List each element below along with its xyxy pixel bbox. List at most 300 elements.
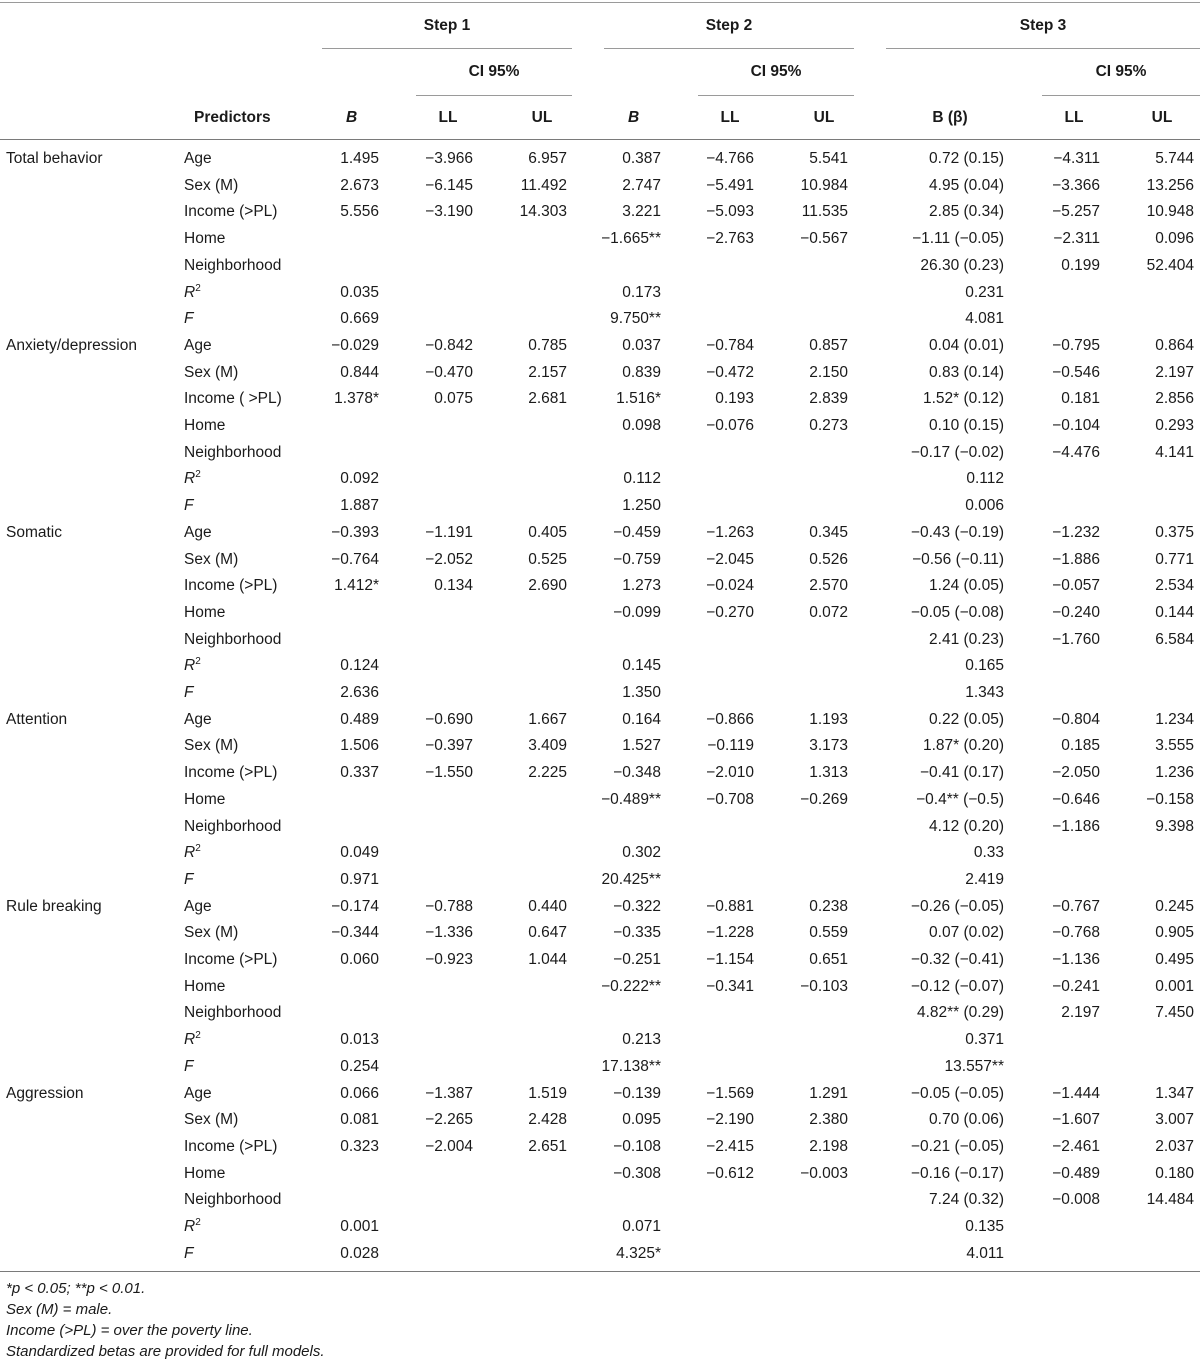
step3-ci-underline [1042,95,1200,96]
s2-ul-cell: 0.072 [809,603,848,621]
s2-ul-cell: −0.003 [800,1164,848,1182]
s1-b-cell: 2.636 [340,684,379,701]
s1-b-cell: 0.669 [340,310,379,328]
s2-b-cell: 0.098 [622,417,661,434]
step1-ci-underline [416,95,572,96]
s3-ll-cell: 0.199 [1061,256,1100,274]
s3-ul-cell: 7.450 [1155,1004,1194,1022]
s2-ul-cell: 0.273 [809,417,848,434]
s3-b-cell: 0.371 [965,1031,1004,1049]
s2-b-cell: 0.302 [622,844,661,862]
s2-ll-cell: −5.491 [706,176,754,194]
s3-ll-cell: −1.232 [1052,523,1100,541]
s1-ul-cell: 1.519 [528,1084,567,1102]
footnote-sex: Sex (M) = male. [6,1301,113,1318]
s3-b-cell: −0.56 (−0.11) [912,550,1004,568]
s3-ll-cell: −2.311 [1053,230,1100,248]
step3-ll-header: LL [1064,109,1084,126]
s3-ll-cell: −2.050 [1052,764,1100,782]
s3-b-cell: 4.12 (0.20) [929,817,1004,835]
s2-b-cell: 0.173 [622,283,661,301]
s2-ul-cell: 2.198 [809,1137,848,1155]
s2-ll-cell: −1.263 [706,523,754,541]
s2-b-cell: 1.273 [622,577,661,595]
s1-ll-cell: −0.397 [425,737,473,755]
s3-b-cell: −0.26 (−0.05) [910,897,1004,915]
s3-ul-cell: 0.375 [1155,523,1194,541]
s3-ll-cell: −0.241 [1052,977,1100,995]
s3-ul-cell: 52.404 [1146,256,1194,274]
step1-ul-header: UL [531,109,553,126]
s2-ll-cell: −2.045 [706,550,754,568]
s3-ul-cell: 0.495 [1155,951,1194,968]
s2-ll-cell: −0.472 [706,363,754,381]
s1-ul-cell: 2.157 [528,363,567,381]
s2-ll-cell: −0.341 [706,977,754,995]
s1-b-cell: 0.844 [340,363,379,381]
s3-ll-cell: −0.795 [1052,336,1100,354]
s1-b-cell: 0.323 [340,1137,379,1155]
s2-ul-cell: 5.541 [809,150,848,167]
s3-b-cell: −0.05 (−0.05) [910,1084,1004,1102]
group-label: Anxiety/depression [6,336,137,354]
s3-b-cell: 0.70 (0.06) [929,1111,1004,1129]
s2-ll-cell: −4.766 [706,150,754,167]
s3-ul-cell: 0.905 [1155,924,1194,942]
s3-b-cell: −0.21 (−0.05) [910,1137,1004,1155]
footnote-standardized: Standardized betas are provided for full models. [6,1343,325,1360]
s2-ll-cell: −2.763 [706,230,754,248]
predictor-label: Neighborhood [184,256,282,274]
s3-b-cell: −0.17 (−0.02) [910,443,1004,461]
step2-header: Step 2 [705,17,753,34]
s2-ul-cell: 3.173 [809,737,848,755]
s1-ll-cell: −1.336 [425,924,473,942]
s3-ul-cell: 0.864 [1155,336,1194,354]
s2-b-cell: −0.099 [613,603,661,621]
s3-ul-cell: 5.744 [1155,150,1194,167]
predictor-label: $R^2$ [184,656,201,675]
s3-b-cell: 0.135 [965,1218,1004,1235]
s3-ul-cell: 3.007 [1155,1111,1194,1129]
s2-b-cell: −0.322 [613,897,661,915]
s1-ll-cell: −0.923 [425,951,473,968]
s2-b-cell: −0.489** [601,790,661,808]
s3-b-cell: 0.231 [965,283,1004,301]
step2-ci-underline [698,95,854,96]
s2-b-cell: 0.095 [622,1111,661,1129]
s1-ll-cell: −0.788 [425,897,473,915]
predictor-label: $R^2$ [184,1217,201,1235]
predictor-label: Income (>PL) [184,203,278,221]
s3-ll-cell: −0.489 [1052,1164,1100,1182]
s1-ll-cell: −3.190 [425,203,473,221]
s3-b-cell: −0.12 (−0.07) [910,977,1004,995]
predictor-label: Income (>PL) [184,1137,278,1155]
s3-ll-cell: −1.886 [1052,550,1100,568]
s1-ul-cell: 2.428 [528,1111,567,1129]
s2-b-cell: −0.348 [613,764,661,782]
s1-b-cell: 0.001 [340,1218,379,1235]
predictor-label: $R^2$ [184,469,201,488]
s3-ll-cell: −0.104 [1052,417,1100,434]
s3-ll-cell: −0.768 [1052,924,1100,942]
group-label: Aggression [6,1084,84,1102]
s3-ul-cell: 1.347 [1155,1084,1194,1102]
step1-ci-header: CI 95% [468,63,520,80]
s2-ul-cell: 1.193 [809,710,848,728]
s1-ul-cell: 11.492 [520,176,567,194]
predictor-label: Sex (M) [184,1111,239,1129]
s3-b-cell: 0.72 (0.15) [929,150,1004,167]
s3-b-cell: 2.41 (0.23) [929,630,1004,648]
s3-b-cell: 0.33 [973,844,1004,862]
s3-b-cell: 0.165 [965,657,1004,675]
s2-b-cell: −1.665** [601,230,661,248]
s2-b-cell: −0.108 [613,1137,661,1155]
s1-ul-cell: 2.225 [528,764,567,782]
predictor-label: Income (>PL) [184,577,278,595]
s2-ll-cell: −0.708 [706,790,754,808]
s2-b-cell: 1.250 [622,497,661,515]
table-footnotes [6,1278,325,1362]
s2-b-cell: 9.750** [610,310,661,328]
predictors-header: Predictors [194,109,271,126]
s1-ul-cell: 1.044 [528,951,567,968]
s2-ul-cell: 0.651 [809,951,848,968]
s3-b-cell: −0.16 (−0.17) [910,1164,1004,1182]
s2-b-cell: 20.425** [601,870,661,888]
s2-b-cell: 0.164 [622,710,661,728]
s3-ll-cell: −0.008 [1052,1191,1100,1209]
s2-ll-cell: −0.119 [707,737,754,755]
s1-ll-cell: 0.075 [434,390,473,408]
predictor-label: Age [184,523,212,541]
s3-ul-cell: 9.398 [1155,817,1194,835]
s2-b-cell: −0.251 [613,951,661,968]
s3-ul-cell: 0.245 [1155,897,1194,915]
s3-ul-cell: 0.293 [1155,417,1194,434]
s2-ul-cell: 1.291 [809,1084,848,1102]
s3-b-cell: −0.41 (0.17) [919,764,1004,782]
s1-ul-cell: 3.409 [528,737,567,755]
s1-ll-cell: −1.387 [425,1084,473,1102]
step2-ul-header: UL [813,109,835,126]
predictor-label: Income ( >PL) [184,390,282,408]
s1-b-cell: 0.489 [340,710,379,728]
s2-ul-cell: 0.526 [809,550,848,568]
s1-b-cell: 0.081 [340,1111,379,1129]
s3-b-cell: 7.24 (0.32) [929,1191,1004,1209]
s3-ul-cell: 1.234 [1155,710,1194,728]
s3-b-cell: 1.343 [965,684,1004,701]
s2-ll-cell: −0.866 [706,710,754,728]
s2-ll-cell: −1.228 [706,924,754,942]
s1-b-cell: 1.506 [340,737,379,755]
s2-ll-cell: −5.093 [706,203,754,221]
s1-b-cell: 0.092 [340,470,379,488]
s1-b-cell: 0.066 [340,1084,379,1102]
s2-b-cell: 0.037 [622,336,661,354]
predictor-label: Sex (M) [184,924,239,942]
s1-ll-cell: 0.134 [434,577,473,595]
s3-ll-cell: −0.646 [1052,790,1100,808]
s3-b-cell: 1.24 (0.05) [929,577,1004,595]
s1-b-cell: 1.495 [340,150,379,167]
predictor-label: Home [184,417,226,434]
s2-b-cell: 3.221 [622,203,661,221]
s2-b-cell: 1.350 [622,684,661,701]
s1-ul-cell: 2.690 [528,577,567,595]
s2-ll-cell: −0.612 [706,1164,754,1182]
s2-ul-cell: −0.103 [800,977,848,995]
step3-b-beta-header: B (β) [932,109,968,126]
s2-b-cell: 0.839 [622,363,661,381]
step3-underline [886,48,1200,49]
s1-ll-cell: −2.052 [425,550,473,568]
s3-b-cell: −1.11 (−0.05) [912,230,1004,248]
s3-b-cell: 0.07 (0.02) [929,924,1004,942]
s1-b-cell: 1.887 [340,497,379,515]
s3-ll-cell: −4.311 [1053,150,1100,167]
step3-ul-header: UL [1151,109,1173,126]
predictor-label: Neighborhood [184,1004,282,1022]
s1-b-cell: −0.174 [331,897,379,915]
predictor-label: $R^2$ [184,843,201,862]
predictor-label: $R^2$ [184,282,201,301]
predictor-label: Sex (M) [184,550,239,568]
s2-ul-cell: 11.535 [801,203,848,221]
s3-ll-cell: −0.767 [1052,897,1100,915]
s3-b-cell: 1.87* (0.20) [923,737,1004,755]
predictor-label: Age [184,897,212,915]
s2-b-cell: 2.747 [622,176,661,194]
s3-ul-cell: 0.771 [1155,550,1194,568]
s3-b-cell: 2.85 (0.34) [929,203,1004,221]
s2-ul-cell: 0.857 [809,336,848,354]
s2-ul-cell: −0.269 [800,790,848,808]
s2-b-cell: 0.387 [622,150,661,167]
group-label: Rule breaking [6,897,102,915]
s1-b-cell: −0.344 [331,924,379,942]
s2-ll-cell: −2.190 [706,1111,754,1129]
step2-underline [604,48,854,49]
s1-ul-cell: 0.785 [528,336,567,354]
s3-ul-cell: 2.534 [1155,577,1194,595]
s3-ul-cell: 13.256 [1146,176,1194,194]
s2-b-cell: 0.071 [622,1218,661,1235]
s3-b-cell: 0.22 (0.05) [929,710,1004,728]
s1-ll-cell: −2.265 [425,1111,473,1129]
s3-ul-cell: 1.236 [1155,764,1194,782]
s2-b-cell: −0.222** [601,977,661,995]
predictor-label: Age [184,150,212,167]
s3-ul-cell: 10.948 [1146,203,1194,221]
header-bottom-rule [0,139,1200,140]
s2-ul-cell: 0.238 [809,897,848,915]
s1-b-cell: −0.764 [331,550,379,568]
s3-ll-cell: −2.461 [1052,1137,1100,1155]
s2-ll-cell: −2.010 [706,764,754,782]
group-label: Somatic [6,523,62,541]
predictor-label: Age [184,1084,212,1102]
s2-ul-cell: 0.345 [809,523,848,541]
predictor-label: $R^2$ [184,1030,201,1049]
group-label: Total behavior [6,150,103,167]
step2-ll-header: LL [720,109,740,126]
s2-b-cell: −0.335 [613,924,661,942]
s2-b-cell: 1.516* [616,390,661,408]
s2-ll-cell: 0.193 [715,390,754,408]
predictor-label: F [184,870,194,888]
s3-ll-cell: −3.366 [1052,176,1100,194]
s3-ul-cell: 6.584 [1155,630,1194,648]
s2-ul-cell: 2.570 [809,577,848,595]
s1-ul-cell: 0.440 [528,897,567,915]
s3-ul-cell: 4.141 [1155,443,1194,461]
step1-b-header: B [346,109,358,126]
predictor-label: Sex (M) [184,737,239,755]
s2-ul-cell: 0.559 [809,924,848,942]
s3-b-cell: 4.081 [965,310,1004,328]
s1-b-cell: 0.028 [340,1244,379,1262]
s2-b-cell: 0.112 [623,470,661,488]
s1-b-cell: 0.049 [340,844,379,862]
s1-ul-cell: 0.647 [528,924,567,942]
s1-b-cell: 1.412* [334,577,379,595]
s1-ll-cell: −0.690 [425,710,473,728]
step1-header: Step 1 [423,17,471,34]
s3-b-cell: 1.52* (0.12) [923,390,1004,408]
s2-b-cell: 1.527 [622,737,661,755]
s3-ul-cell: 0.096 [1155,230,1194,248]
predictor-label: Neighborhood [184,630,282,648]
step3-header: Step 3 [1019,17,1067,34]
s2-ul-cell: 2.150 [809,363,848,381]
step2-ci-header: CI 95% [750,63,802,80]
s3-ll-cell: 2.197 [1061,1004,1100,1022]
s3-b-cell: 26.30 (0.23) [920,256,1004,274]
predictor-label: Home [184,1164,226,1182]
s1-ll-cell: −0.470 [425,363,473,381]
s3-b-cell: 0.10 (0.15) [929,417,1004,434]
s3-b-cell: 4.82** (0.29) [916,1004,1004,1022]
s2-ll-cell: −2.415 [706,1137,754,1155]
s3-ll-cell: −0.240 [1052,603,1100,621]
s3-ul-cell: 2.197 [1155,363,1194,381]
s2-ul-cell: 2.380 [809,1111,848,1129]
s3-b-cell: 4.95 (0.04) [929,176,1004,194]
s1-ul-cell: 0.525 [528,550,567,568]
s1-b-cell: 2.673 [340,176,379,194]
predictor-label: Age [184,336,212,354]
s3-b-cell: −0.32 (−0.41) [910,951,1004,968]
s2-b-cell: 17.138** [601,1057,661,1075]
predictor-label: F [184,1244,194,1262]
s1-ll-cell: −3.966 [425,150,473,167]
s3-ul-cell: 0.144 [1155,603,1194,621]
s3-b-cell: 0.04 (0.01) [929,336,1004,354]
step2-b-header: B [628,109,640,126]
s2-ll-cell: −0.076 [706,417,754,434]
s2-b-cell: 0.145 [622,657,661,675]
s3-b-cell: −0.05 (−0.08) [910,603,1004,621]
s1-b-cell: −0.393 [331,523,379,541]
s2-ll-cell: −1.154 [706,951,754,968]
predictor-label: F [184,310,194,328]
s1-b-cell: 5.556 [340,203,379,221]
s3-b-cell: 0.006 [965,497,1004,515]
s2-b-cell: −0.759 [613,550,661,568]
s3-ll-cell: −1.136 [1052,951,1100,968]
s2-b-cell: −0.308 [613,1164,661,1182]
s3-b-cell: 2.419 [965,870,1004,888]
s1-b-cell: 1.378* [334,390,379,408]
predictor-label: Neighborhood [184,817,282,835]
s3-b-cell: 4.011 [966,1244,1004,1262]
s3-ll-cell: −1.186 [1052,817,1100,835]
s2-ul-cell: −0.567 [800,230,848,248]
s2-ll-cell: −0.881 [706,897,754,915]
s3-ll-cell: −1.607 [1052,1111,1100,1129]
s3-ll-cell: −0.804 [1052,710,1100,728]
s3-ll-cell: −5.257 [1052,203,1100,221]
s1-ll-cell: −1.191 [425,523,473,541]
s3-ul-cell: 0.180 [1155,1164,1194,1182]
s1-ul-cell: 2.681 [528,390,567,408]
s3-ll-cell: −1.760 [1052,630,1100,648]
s1-ll-cell: −2.004 [425,1137,473,1155]
s2-ll-cell: −0.270 [706,603,754,621]
s2-ul-cell: 2.839 [809,390,848,408]
s3-b-cell: −0.4** (−0.5) [916,790,1004,808]
s1-ll-cell: −0.842 [425,336,473,354]
step1-ll-header: LL [438,109,458,126]
s1-ul-cell: 1.667 [528,710,567,728]
s3-ll-cell: 0.181 [1061,390,1100,408]
s1-ul-cell: 0.405 [528,523,567,541]
predictor-label: Home [184,603,226,621]
table-bottom-rule [0,1271,1200,1272]
predictor-label: F [184,1057,194,1075]
predictor-label: Home [184,977,226,995]
s3-ul-cell: 3.555 [1155,737,1194,755]
s3-b-cell: 0.112 [966,470,1004,488]
s3-ul-cell: 0.001 [1155,977,1194,995]
s1-b-cell: 0.337 [340,764,379,782]
predictor-label: Income (>PL) [184,764,278,782]
s3-ll-cell: −0.057 [1052,577,1100,595]
s2-b-cell: 4.325* [616,1244,661,1262]
s3-ll-cell: −4.476 [1052,443,1100,461]
predictor-label: Sex (M) [184,363,239,381]
s1-b-cell: 0.013 [340,1031,379,1049]
predictor-label: Income (>PL) [184,951,278,968]
step3-ci-header: CI 95% [1095,63,1147,80]
step1-underline [322,48,572,49]
s3-ul-cell: 2.037 [1155,1137,1194,1155]
s2-b-cell: −0.459 [613,523,661,541]
s3-ll-cell: 0.185 [1061,737,1100,755]
s1-b-cell: 0.254 [340,1057,379,1075]
s2-ll-cell: −0.024 [706,577,754,595]
s1-ll-cell: −1.550 [425,764,473,782]
footnote-income: Income (>PL) = over the poverty line. [6,1322,253,1339]
s2-ll-cell: −1.569 [706,1084,754,1102]
predictor-label: Sex (M) [184,176,239,194]
predictor-label: Age [184,710,212,728]
s3-b-cell: 13.557** [944,1057,1004,1075]
